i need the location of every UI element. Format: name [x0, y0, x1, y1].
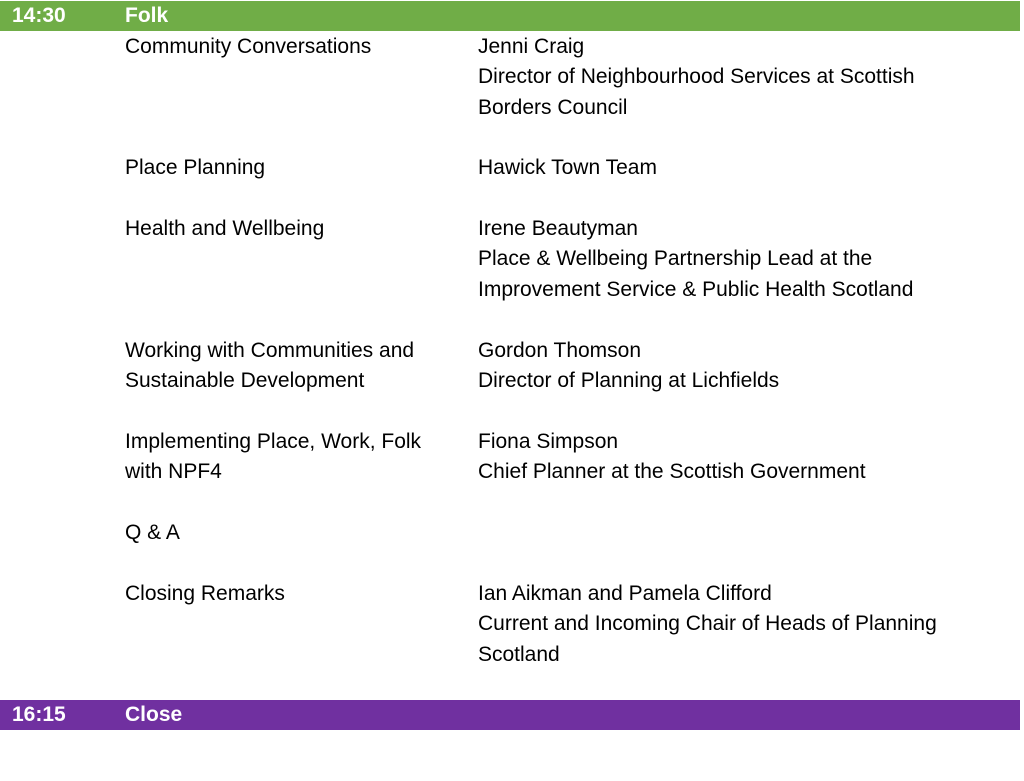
- speaker-role: Chief Planner at the Scottish Government: [478, 460, 866, 484]
- speaker-name: Ian Aikman and Pamela Clifford: [478, 582, 772, 605]
- agenda-speaker: [478, 214, 1008, 305]
- session-title: Folk: [125, 4, 169, 27]
- topic-line: Closing Remarks: [125, 582, 285, 605]
- speaker-role: Current and Incoming Chair of Heads of Planning: [478, 612, 937, 636]
- agenda-speaker: [478, 427, 1008, 488]
- agenda-topic: [125, 427, 465, 488]
- agenda-topic: [125, 153, 465, 183]
- session-time: 16:15: [12, 703, 66, 726]
- speaker-role: Scotland: [478, 642, 560, 666]
- speaker-role: Borders Council: [478, 95, 628, 119]
- speaker-name: Hawick Town Team: [478, 156, 657, 179]
- session-header-close: [0, 700, 1020, 730]
- agenda-topic: [125, 32, 465, 62]
- agenda-speaker: [478, 153, 1008, 183]
- speaker-name: Jenni Craig: [478, 35, 585, 58]
- agenda-speaker: [478, 32, 1008, 123]
- topic-line: Community Conversations: [125, 35, 372, 58]
- agenda-topic: [125, 579, 465, 609]
- speaker-role: Director of Planning at Lichfields: [478, 369, 780, 393]
- session-header-folk: [0, 1, 1020, 31]
- topic-line: Working with Communities and: [125, 339, 415, 362]
- speaker-role: Improvement Service & Public Health Scotland: [478, 277, 914, 301]
- speaker-name: Gordon Thomson: [478, 339, 642, 362]
- agenda-topic: [125, 336, 465, 397]
- speaker-name: Irene Beautyman: [478, 217, 638, 240]
- speaker-role: Place & Wellbeing Partnership Lead at the: [478, 247, 873, 271]
- topic-line: Q & A: [125, 521, 180, 544]
- speaker-role: Director of Neighbourhood Services at Scottish: [478, 65, 915, 89]
- topic-line: Health and Wellbeing: [125, 217, 325, 240]
- topic-line: with NPF4: [125, 460, 222, 484]
- speaker-name: Fiona Simpson: [478, 430, 619, 453]
- topic-line: Place Planning: [125, 156, 266, 179]
- topic-line: Sustainable Development: [125, 369, 365, 393]
- agenda-topic: [125, 214, 465, 244]
- topic-line: Implementing Place, Work, Folk: [125, 430, 422, 453]
- agenda-topic: [125, 518, 465, 548]
- session-time: 14:30: [12, 4, 66, 27]
- agenda-speaker: [478, 336, 1008, 397]
- agenda-speaker: [478, 579, 1008, 670]
- session-title: Close: [125, 703, 183, 726]
